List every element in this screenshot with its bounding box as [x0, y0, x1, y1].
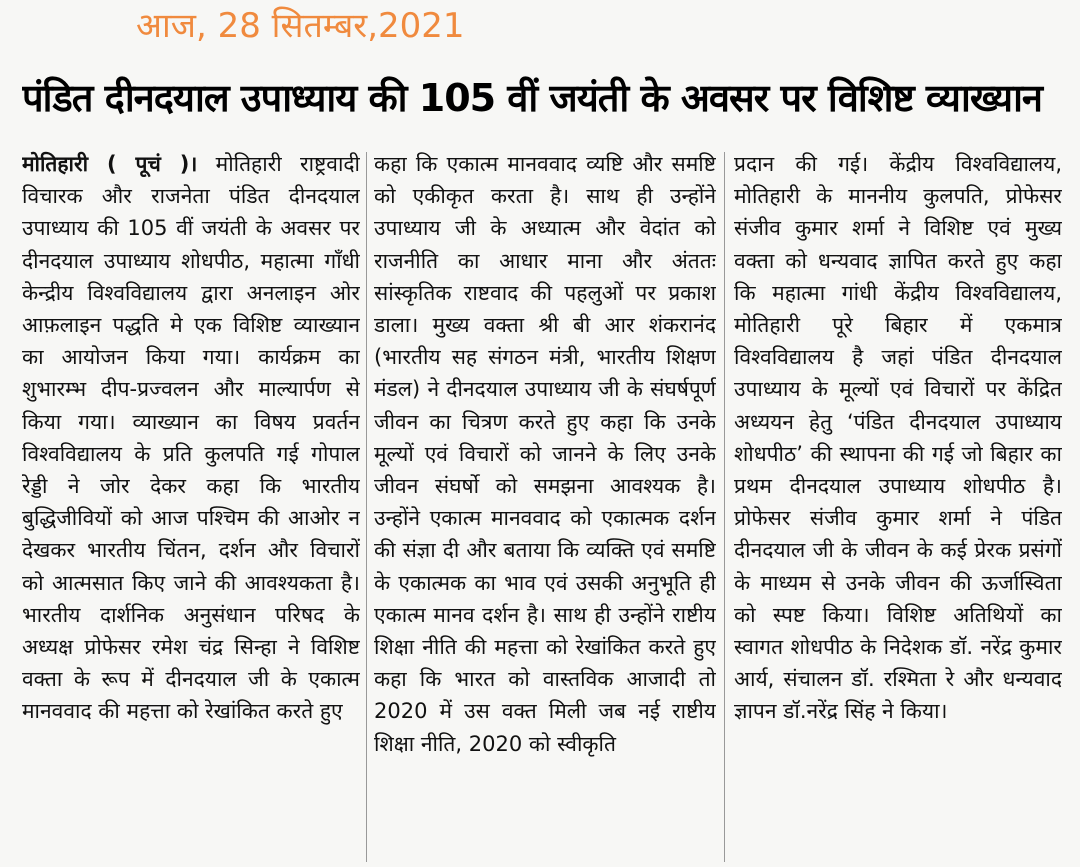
article-column-2 [374, 148, 716, 863]
column-divider [724, 152, 725, 862]
article-column-1 [22, 148, 360, 863]
column-3-text: प्रदान की गई। केंद्रीय विश्वविद्यालय, मोतिहारी के माननीय कुलपति, प्रोफेसर संजीव कुमार शर्मा ने विशिष्ट एवं मुख्य वक्ता को धन्यवाद ज्ञापित करते हुए कहा कि महात्मा गांधी केंद्रीय विश्वविद्यालय, मोतिहारी पूरे बिहार में एकमात्र विश्वविद्यालय है जहां पंडित दीनदयाल उपाध्याय के मूल्यों एवं विचारों पर केंद्रित अध्ययन हेतु ‘पंडित दीनदयाल उपाध्याय शोधपीठ’ की स्थापना की गई जो बिहार का प्रथम दीनदयाल उपाध्याय शोधपीठ है। प्रोफेसर संजीव कुमार शर्मा ने पंडित दीनदयाल जी के जीवन के कई प्रेरक प्रसंगों के माध्यम से उनके जीवन की ऊर्जास्विता को स्पष्ट किया। विशिष्ट अतिथियों का स्वागत शोधपीठ के निदेशक डॉ. नरेंद्र कुमार आर्य, संचालन डॉ. रश्मिता रे और धन्यवाद ज्ञापन डॉ.नरेंद्र सिंह ने किया। [734, 152, 1062, 724]
column-divider [366, 152, 367, 862]
article-headline: पंडित दीनदयाल उपाध्याय की 105 वीं जयंती के अवसर पर विशिष्ट व्याख्यान [22, 76, 1043, 120]
column-2-text: कहा कि एकात्म मानववाद व्यष्टि और समष्टि को एकीकृत करता है। साथ ही उन्होंने उपाध्याय जी के अध्यात्म और वेदांत को राजनीति का आधार माना और अंततः सांस्कृतिक राष्टवाद की पहलुओं पर प्रकाश डाला। मुख्य वक्ता श्री बी आर शंकरानंद (भारतीय सह संगठन मंत्री, भारतीय शिक्षण मंडल) ने दीनदयाल उपाध्याय जी के संघर्षपूर्ण जीवन का चित्रण करते हुए कहा कि उनके मूल्यों एवं विचारों को जानने के लिए उनके जीवन संघर्षो को समझना आवश्यक है। उन्होंने एकात्म मानववाद को एकात्मक दर्शन की संज्ञा दी और बताया कि व्यक्ति एवं समष्टि के एकात्मक का भाव एवं उसकी अनुभूति ही एकात्म मानव दर्शन है। साथ ही उन्होंने राष्टीय शिक्षा नीति की महत्ता को रेखांकित करते हुए कहा कि भारत को वास्तविक आजादी तो 2020 में उस वक्त मिली जब नई राष्टीय शिक्षा नीति, 2020 को स्वीकृति [374, 152, 716, 756]
column-1-text: मोतिहारी राष्ट्रवादी विचारक और राजनेता पंडित दीनदयाल उपाध्याय की 105 वीं जयंती के अवसर पर दीनदयाल उपाध्याय शोधपीठ, महात्मा गाँधी केन्द्रीय विश्वविद्यालय द्वारा अनलाइन ओर आफ़लाइन पद्धति मे एक विशिष्ट व्याख्यान का आयोजन किया गया। कार्यक्रम का शुभारम्भ दीप-प्रज्वलन और माल्यार्पण से किया गया। व्याख्यान का विषय प्रवर्तन विश्वविद्यालय के प्रति कुलपति गई गोपाल रेड्डी ने जोर देकर कहा कि भारतीय बुद्धिजीवियों को आज पश्चिम की आओर न देखकर भारतीय चिंतन, दर्शन और विचारों को आत्मसात किए जाने की आवश्यकता है। भारतीय दार्शनिक अनुसंधान परिषद के अध्यक्ष प्रोफेसर रमेश चंद्र सिन्हा ने विशिष्ट वक्ता के रूप में दीनदयाल जी के एकात्म मानववाद की महत्ता को रेखांकित करते हुए [22, 152, 360, 724]
publication-date: आज, 28 सितम्बर,2021 [136, 6, 465, 46]
article-column-3 [734, 148, 1062, 863]
dateline: मोतिहारी ( पूचं )। [22, 152, 198, 176]
article-paragraph [22, 148, 360, 728]
